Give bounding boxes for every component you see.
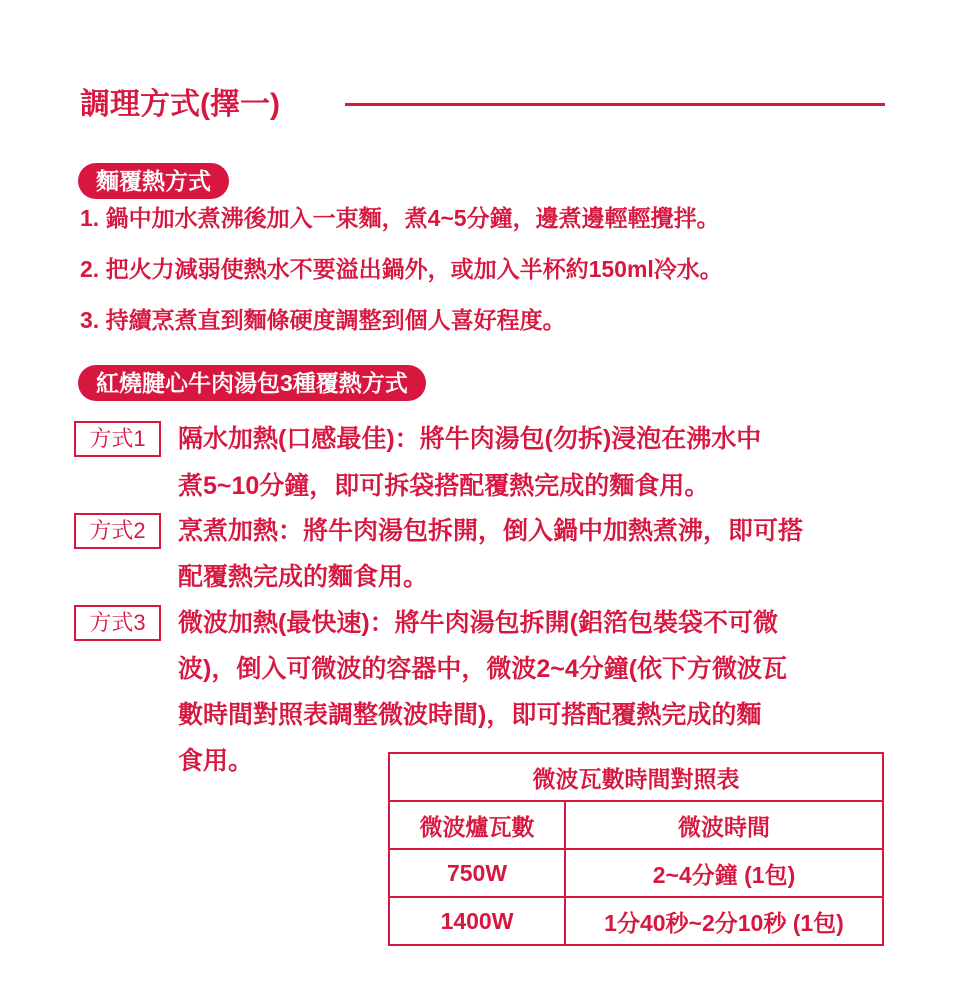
method-3-text: 波)，倒入可微波的容器中，微波2~4分鐘(依下方微波瓦	[178, 655, 788, 683]
microwave-time-table	[388, 752, 884, 946]
cell-time: 1分40秒~2分10秒 (1包)	[565, 897, 883, 945]
method-2-text: 烹煮加熱：將牛肉湯包拆開，倒入鍋中加熱煮沸，即可搭	[178, 517, 804, 545]
noodle-step: 1. 鍋中加水煮沸後加入一束麵，煮4~5分鐘，邊煮邊輕輕攪拌。	[80, 205, 720, 231]
header-wattage: 微波爐瓦數	[389, 801, 565, 849]
cell-wattage: 1400W	[389, 897, 565, 945]
noodle-heading-badge: 麵覆熱方式	[78, 163, 229, 199]
table-title: 微波瓦數時間對照表	[389, 753, 883, 801]
cell-time: 2~4分鐘 (1包)	[565, 849, 883, 897]
method-2-text: 配覆熱完成的麵食用。	[178, 563, 429, 591]
noodle-step: 2. 把火力減弱使熱水不要溢出鍋外，或加入半杯約150ml冷水。	[80, 256, 723, 282]
cell-wattage: 750W	[389, 849, 565, 897]
method-3-tag: 方式3	[74, 605, 161, 641]
title-divider	[345, 103, 885, 106]
method-1-tag: 方式1	[74, 421, 161, 457]
method-3-text: 食用。	[178, 747, 254, 775]
table-row	[389, 897, 883, 945]
header-time: 微波時間	[565, 801, 883, 849]
method-3-text: 數時間對照表調整微波時間)，即可搭配覆熱完成的麵	[178, 701, 762, 729]
method-2-tag: 方式2	[74, 513, 161, 549]
soup-heading-badge: 紅燒腱心牛肉湯包3種覆熱方式	[78, 365, 426, 401]
table-row	[389, 849, 883, 897]
method-3-text: 微波加熱(最快速)：將牛肉湯包拆開(鋁箔包裝袋不可微	[178, 609, 778, 637]
table-header-row	[389, 801, 883, 849]
noodle-step: 3. 持續烹煮直到麵條硬度調整到個人喜好程度。	[80, 307, 566, 333]
section-title: 調理方式(擇一)	[80, 88, 280, 121]
method-1-text: 煮5~10分鐘，即可拆袋搭配覆熱完成的麵食用。	[178, 472, 710, 500]
method-1-text: 隔水加熱(口感最佳)：將牛肉湯包(勿拆)浸泡在沸水中	[178, 425, 762, 453]
